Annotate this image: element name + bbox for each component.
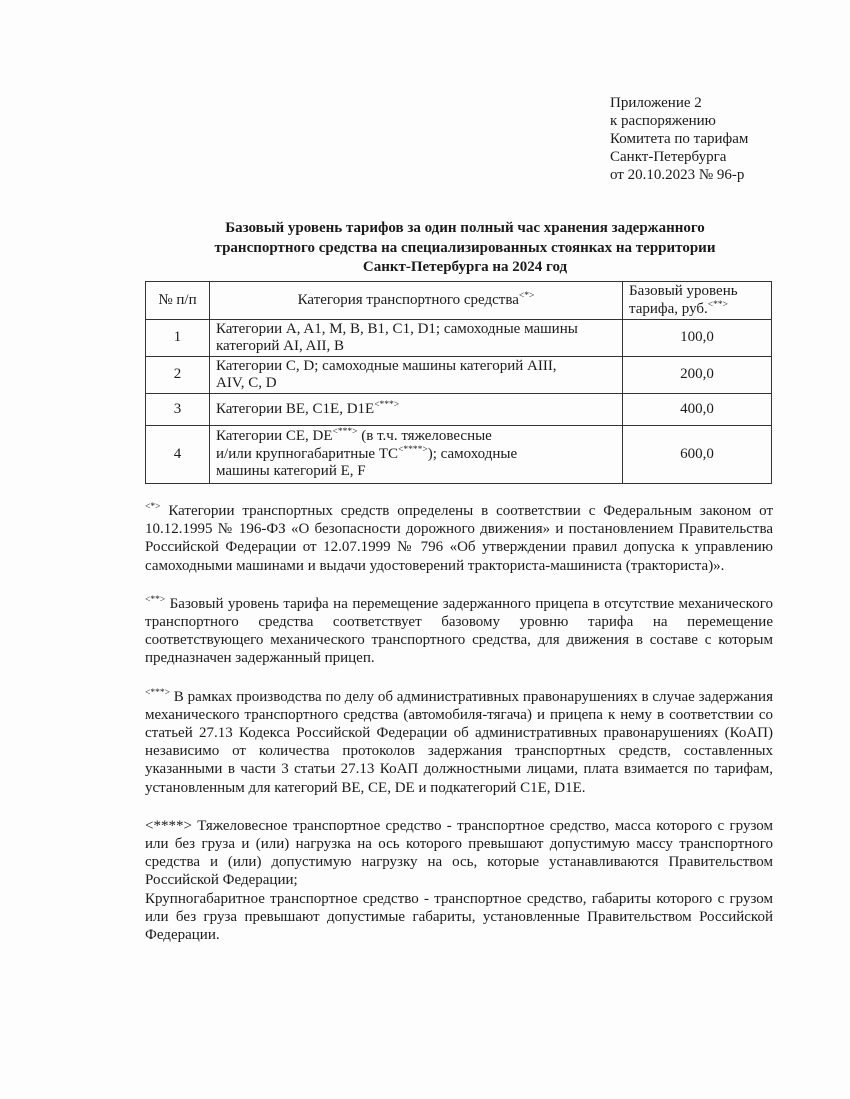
table-header-row	[146, 282, 772, 320]
table-row	[146, 320, 772, 357]
footnote-text: В рамках производства по делу об административных правонарушениях в случае задержания механического транспортного средства (автомобиля-тягача) и прицепа к нему в соответствии со статьей 27.13 Кодекса Российской Федерации об административных правонарушениях (КоАП) независимо от количества протоколов задержания транспортных средств, составленных указанными в части 3 статьи 27.13 КоАП должностными лицами, плата взимается по тарифам, установленным для категорий BE, CE, DE и подкатегорий C1E, D1E.	[145, 688, 773, 796]
footnote-ref: <*>	[518, 290, 535, 301]
footnote-1	[145, 502, 773, 575]
footnote-ref: <***>	[332, 427, 358, 438]
appendix-line: к распоряжению	[610, 113, 716, 129]
row-tariff-value: 200,0	[623, 357, 772, 394]
category-text: и/или крупногабаритные ТС	[216, 445, 398, 462]
category-line: Категории A, A1, M, B, B1, C1, D1; самоходные машины	[216, 320, 578, 337]
footnote-4-continued: Крупногабаритное транспортное средство - транспортное средство, габариты которого с грузом или без груза превышают допустимые габариты, установленные Правительством Российской Федерации.	[145, 890, 773, 944]
title-line: транспортного средства на специализированных стоянках на территории	[214, 239, 716, 256]
footnote-2	[145, 595, 773, 668]
footnote-4: <****> Тяжеловесное транспортное средство - транспортное средство, масса которого с грузом или без груза и (или) нагрузка на ось которого превышают допустимую массу транспортного средства и (или) допустимую нагрузку на ось, которые устанавливаются Правительством Российской Федерации;	[145, 817, 773, 889]
table-row	[146, 426, 772, 484]
table-row	[146, 357, 772, 394]
appendix-line: Комитета по тарифам	[610, 131, 749, 147]
title-line: Санкт-Петербурга на 2024 год	[362, 259, 568, 275]
row-category	[210, 394, 623, 426]
document-title	[140, 219, 790, 278]
category-text: машины категорий E, F	[216, 463, 366, 480]
appendix-line: Санкт-Петербурга	[610, 149, 727, 165]
header-category-text: Категория транспортного средства	[297, 291, 519, 308]
category-text: ); самоходные	[427, 445, 518, 462]
footnotes	[145, 502, 773, 944]
header-tariff	[623, 282, 772, 320]
header-number: № п/п	[146, 282, 210, 320]
category-text: Категории CE, DE	[216, 428, 333, 445]
footnote-ref: <**>	[707, 299, 729, 310]
category-line: Категории C, D; самоходные машины категорий AIII,	[216, 357, 557, 374]
appendix-line: от 20.10.2023 № 96-р	[610, 167, 745, 183]
table-row	[146, 394, 772, 426]
category-line: AIV, C, D	[216, 375, 277, 391]
footnote-marker: <*>	[145, 502, 161, 512]
row-number: 1	[146, 320, 210, 357]
header-tariff-line: Базовый уровень	[629, 283, 738, 299]
header-category	[210, 282, 623, 320]
footnote-text: Категории транспортных средств определены в соответствии с Федеральным законом от 10.12.1995 № 196-ФЗ «О безопасности дорожного движения» и постановлением Правительства Российской Федерации от 12.07.1999 № 796 «Об утверждении правил допуска к управлению самоходными машинами и выдачи удостоверений тракториста-машиниста (тракториста)».	[145, 503, 773, 574]
row-tariff-value: 600,0	[623, 426, 772, 484]
tariff-table	[145, 281, 772, 484]
footnote-ref: <***>	[374, 399, 400, 410]
appendix-header	[610, 94, 748, 184]
title-line: Базовый уровень тарифов за один полный час хранения задержанного	[225, 220, 705, 236]
header-tariff-line: тарифа, руб.	[629, 300, 708, 317]
row-number: 4	[146, 426, 210, 484]
row-tariff-value: 400,0	[623, 394, 772, 426]
row-tariff-value: 100,0	[623, 320, 772, 357]
row-category	[210, 426, 623, 484]
footnote-marker: <**>	[145, 594, 166, 605]
category-text: (в т.ч. тяжеловесные	[357, 428, 492, 445]
footnote-ref: <****>	[398, 444, 428, 455]
row-number: 2	[146, 357, 210, 394]
row-category	[210, 357, 623, 394]
row-category	[210, 320, 623, 357]
footnote-marker: <***>	[145, 687, 170, 698]
footnote-3	[145, 688, 773, 797]
row-number: 3	[146, 394, 210, 426]
appendix-line: Приложение 2	[610, 95, 702, 111]
category-line: категорий AI, AII, B	[216, 338, 344, 354]
category-text: Категории BE, C1E, D1E	[216, 400, 375, 417]
footnote-text: Базовый уровень тарифа на перемещение задержанного прицепа в отсутствие механического транспортного средства соответствует базовому уровню тарифа на перемещение соответствующего механического транспортного средства, для движения в составе с которым предназначен задержанный прицеп.	[145, 595, 773, 667]
